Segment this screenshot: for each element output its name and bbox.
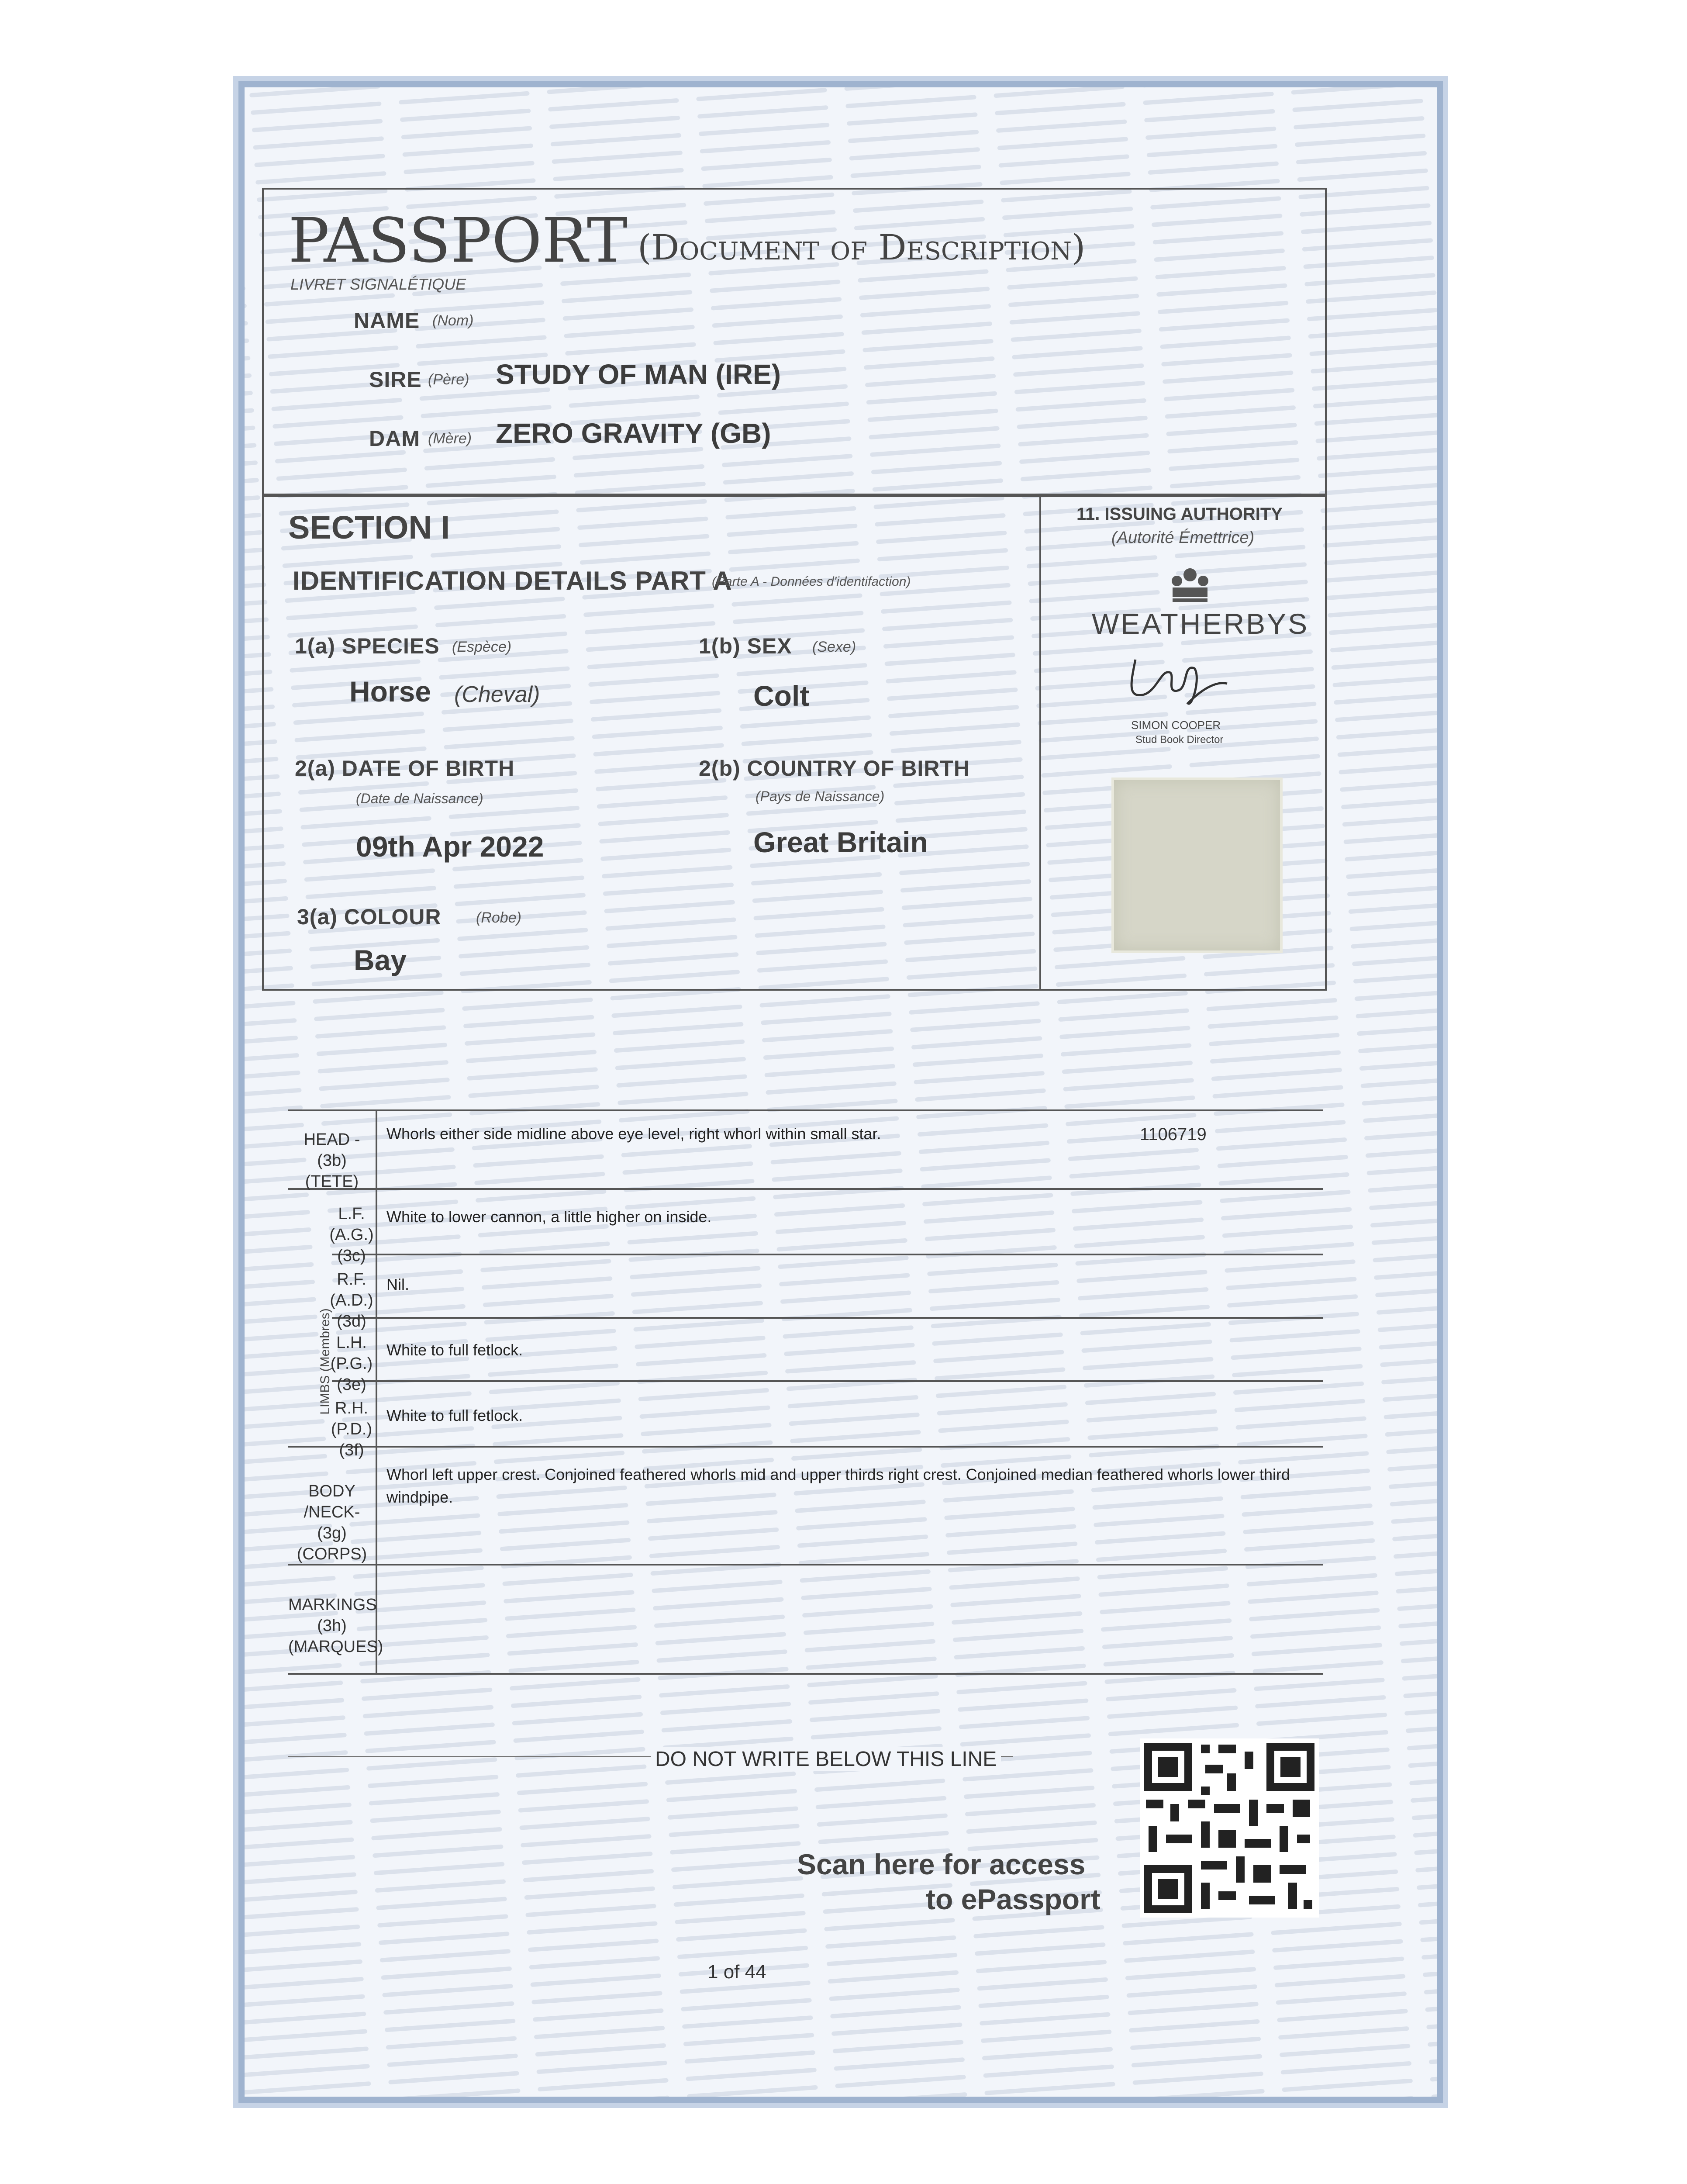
passport-subtitle-fr: LIVRET SIGNALÉTIQUE (290, 275, 466, 293)
sire-label: SIRE (369, 367, 422, 392)
passport-subtitle: (Document of Description) (638, 227, 1086, 268)
sire-label-fr: (Père) (428, 371, 469, 388)
name-label: NAME (354, 308, 420, 333)
row-label-head (288, 1129, 376, 1192)
row-label-head-text: HEAD - (3b) (TETE) (304, 1130, 360, 1191)
row-text-body: Whorl left upper crest. Conjoined feathered whorls mid and upper thirds right crest. Conjoined median feathered whorls lower third windpipe. (386, 1465, 1290, 1506)
colour-label: 3(a) COLOUR (297, 905, 442, 929)
name-label-fr: (Nom) (432, 312, 474, 329)
table-label-divider (376, 1109, 377, 1673)
species-label-fr: (Espèce) (452, 639, 512, 655)
section-title: SECTION I (288, 509, 450, 546)
row-label-lf (328, 1203, 376, 1266)
table-line-lf (332, 1254, 1323, 1255)
scan-text-line1: Scan here for access (797, 1848, 1086, 1880)
dob-label: 2(a) DATE OF BIRTH (295, 756, 515, 781)
dam-label: DAM (369, 426, 420, 451)
species-value-fr: (Cheval) (454, 682, 540, 707)
species-label: 1(a) SPECIES (295, 634, 440, 658)
row-text-lf: White to lower cannon, a little higher on inside. (386, 1208, 712, 1226)
colour-label-fr: (Robe) (476, 909, 521, 926)
authority-label: 11. ISSUING AUTHORITY (1076, 505, 1283, 524)
cob-label: 2(b) COUNTRY OF BIRTH (699, 756, 970, 781)
table-line-rh (288, 1446, 1323, 1448)
scan-text-line2: to ePassport (926, 1883, 1101, 1915)
sire-value: STUDY OF MAN (IRE) (496, 359, 781, 390)
table-line-body (288, 1564, 1323, 1565)
sex-label-fr: (Sexe) (812, 639, 856, 655)
row-label-rf (328, 1269, 376, 1332)
sex-label: 1(b) SEX (699, 634, 792, 658)
row-label-lf-text: L.F. (A.G.) (3c) (329, 1205, 374, 1265)
row-label-rf-text: R.F. (A.D.) (3d) (330, 1270, 373, 1330)
row-text-head: Whorls either side midline above eye level, right whorl within small star. (386, 1125, 881, 1143)
page-number: 1 of 44 (707, 1961, 766, 1983)
table-line-bottom (288, 1673, 1323, 1675)
security-hologram (1111, 778, 1283, 953)
part-title-fr: (Parte A - Données d'identifaction) (712, 574, 911, 589)
row-label-rh (328, 1398, 376, 1461)
dam-value: ZERO GRAVITY (GB) (496, 418, 771, 449)
authority-label-fr: (Autorité Émettrice) (1111, 529, 1255, 547)
row-text-rh: White to full fetlock. (386, 1406, 523, 1424)
species-value: Horse (349, 675, 431, 708)
signature (1118, 642, 1232, 712)
table-line-head (288, 1188, 1323, 1190)
table-line-top (288, 1109, 1323, 1111)
signatory-name: SIMON COOPER (1131, 719, 1221, 732)
cob-value: Great Britain (753, 826, 928, 858)
do-not-write-label: DO NOT WRITE BELOW THIS LINE (651, 1747, 1001, 1771)
row-label-body (288, 1481, 376, 1565)
row-label-lh (328, 1332, 376, 1395)
signatory-role: Stud Book Director (1135, 734, 1224, 746)
row-label-lh-text: L.H. (P.G.) (3e) (330, 1334, 373, 1394)
limbs-label: LIMBS (Membres) (318, 1308, 332, 1415)
row-text-rf: Nil. (386, 1275, 409, 1293)
row-label-markings (288, 1594, 383, 1657)
sex-value: Colt (753, 680, 810, 712)
authority-divider (1039, 494, 1041, 989)
table-line-rf (332, 1317, 1323, 1319)
row-label-markings-text: MARKINGS (3h) (MARQUES) (288, 1596, 383, 1656)
dob-value: 09th Apr 2022 (356, 830, 544, 863)
table-line-lh (332, 1380, 1323, 1382)
reference-number: 1106719 (1140, 1125, 1207, 1144)
dam-label-fr: (Mère) (428, 430, 472, 447)
passport-title: PASSPORT (288, 205, 628, 276)
part-title: IDENTIFICATION DETAILS PART A (293, 566, 732, 595)
passport-page (245, 87, 1437, 2097)
crown-logo-icon (1166, 563, 1214, 603)
colour-value: Bay (354, 944, 407, 976)
row-text-lh: White to full fetlock. (386, 1341, 523, 1359)
row-label-rh-text: R.H. (P.D.) (3f) (331, 1399, 373, 1459)
dob-label-fr: (Date de Naissance) (356, 791, 483, 806)
weatherbys-brand: WEATHERBYS (1092, 608, 1309, 640)
qr-code[interactable] (1140, 1738, 1319, 1918)
cob-label-fr: (Pays de Naissance) (756, 788, 885, 804)
row-label-body-text: BODY /NECK- (3g) (CORPS) (297, 1482, 367, 1563)
